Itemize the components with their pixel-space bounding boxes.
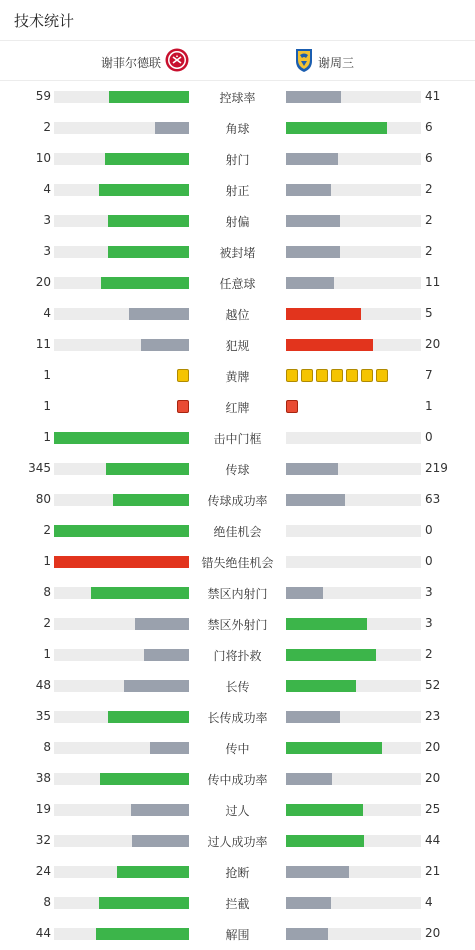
- away-bar-track: [286, 91, 421, 103]
- yellow-card-icon: [331, 369, 343, 382]
- stat-label: 射门: [225, 153, 250, 167]
- away-value: 1: [425, 399, 433, 413]
- home-bar-track: [54, 866, 189, 878]
- home-value: 8: [43, 895, 51, 909]
- away-bar-track: [286, 556, 421, 568]
- away-value: 2: [425, 647, 433, 661]
- away-value: 44: [425, 833, 441, 847]
- home-bar-track: [54, 215, 189, 227]
- stats-header: [0, 0, 475, 41]
- stat-row: [0, 422, 475, 453]
- stat-label: 解围: [225, 928, 250, 942]
- away-bar-fill: [286, 773, 332, 785]
- home-bar-fill: [91, 587, 189, 599]
- stat-label: 黄牌: [225, 370, 250, 384]
- stat-row: [0, 825, 475, 856]
- away-bar-fill: [286, 122, 387, 134]
- stat-row: [0, 298, 475, 329]
- away-bar-track: [286, 928, 421, 940]
- home-bar-fill: [96, 928, 189, 940]
- stat-row: [0, 484, 475, 515]
- stat-label: 传中成功率: [207, 773, 268, 787]
- teams-bar: [0, 41, 475, 81]
- away-bar-fill: [286, 587, 323, 599]
- home-cards: [177, 369, 189, 382]
- home-bar-track: [54, 246, 189, 258]
- sheffield-united-crest-icon: [165, 48, 189, 76]
- away-bar-track: [286, 215, 421, 227]
- home-bar-track: [54, 525, 189, 537]
- home-bar-fill: [113, 494, 189, 506]
- home-value: 1: [43, 399, 51, 413]
- away-bar-fill: [286, 680, 356, 692]
- stat-label: 任意球: [219, 277, 256, 291]
- stat-label: 过人: [225, 804, 250, 818]
- yellow-card-icon: [376, 369, 388, 382]
- home-value: 24: [35, 864, 51, 878]
- stat-row: [0, 856, 475, 887]
- home-bar-fill: [124, 680, 189, 692]
- away-bar-fill: [286, 618, 367, 630]
- stat-label: 长传: [225, 680, 250, 694]
- stat-row: [0, 639, 475, 670]
- home-value: 20: [35, 275, 51, 289]
- away-cards: [286, 369, 388, 382]
- away-bar-track: [286, 277, 421, 289]
- away-value: 6: [425, 151, 433, 165]
- stat-row: [0, 329, 475, 360]
- away-bar-track: [286, 122, 421, 134]
- home-value: 11: [35, 337, 51, 351]
- home-bar-fill: [129, 308, 189, 320]
- red-card-icon: [286, 400, 298, 413]
- home-bar-track: [54, 835, 189, 847]
- home-value: 2: [43, 523, 51, 537]
- stat-row: [0, 701, 475, 732]
- away-bar-track: [286, 587, 421, 599]
- away-value: 4: [425, 895, 433, 909]
- away-bar-fill: [286, 804, 363, 816]
- stat-row: [0, 546, 475, 577]
- yellow-card-icon: [286, 369, 298, 382]
- home-value: 3: [43, 213, 51, 227]
- home-bar-fill: [54, 525, 189, 537]
- stat-row: [0, 608, 475, 639]
- away-value: 52: [425, 678, 441, 692]
- away-bar-fill: [286, 277, 334, 289]
- away-bar-fill: [286, 463, 338, 475]
- home-bar-track: [54, 122, 189, 134]
- red-card-icon: [177, 400, 189, 413]
- away-value: 20: [425, 740, 441, 754]
- home-bar-fill: [155, 122, 189, 134]
- stat-row: [0, 236, 475, 267]
- home-value: 4: [43, 182, 51, 196]
- stat-label: 禁区外射门: [207, 618, 268, 632]
- away-value: 0: [425, 523, 433, 537]
- home-value: 35: [35, 709, 51, 723]
- stat-label: 击中门框: [213, 432, 262, 446]
- stat-label: 角球: [225, 122, 250, 136]
- home-bar-track: [54, 184, 189, 196]
- home-value: 8: [43, 740, 51, 754]
- away-value: 0: [425, 430, 433, 444]
- away-value: 0: [425, 554, 433, 568]
- stat-row: [0, 391, 475, 422]
- stat-label: 传球成功率: [207, 494, 268, 508]
- stat-row: [0, 732, 475, 763]
- stat-label: 射偏: [225, 215, 250, 229]
- stat-row: [0, 143, 475, 174]
- home-bar-track: [54, 711, 189, 723]
- home-bar-track: [54, 339, 189, 351]
- home-bar-track: [54, 618, 189, 630]
- away-bar-track: [286, 246, 421, 258]
- stat-row: [0, 112, 475, 143]
- stat-row: [0, 174, 475, 205]
- home-value: 2: [43, 120, 51, 134]
- home-bar-fill: [105, 153, 189, 165]
- page-title: 技术统计: [14, 12, 75, 30]
- home-value: 19: [35, 802, 51, 816]
- home-bar-fill: [106, 463, 189, 475]
- home-bar-track: [54, 494, 189, 506]
- stat-row: [0, 515, 475, 546]
- stat-label: 长传成功率: [207, 711, 268, 725]
- home-bar-fill: [109, 91, 189, 103]
- away-bar-fill: [286, 339, 373, 351]
- home-value: 80: [35, 492, 51, 506]
- yellow-card-icon: [316, 369, 328, 382]
- stat-label: 传球: [225, 463, 250, 477]
- stat-row: [0, 794, 475, 825]
- away-bar-fill: [286, 308, 361, 320]
- yellow-card-icon: [301, 369, 313, 382]
- away-bar-track: [286, 494, 421, 506]
- home-bar-track: [54, 649, 189, 661]
- away-bar-track: [286, 742, 421, 754]
- home-bar-track: [54, 773, 189, 785]
- away-value: 21: [425, 864, 441, 878]
- away-bar-track: [286, 680, 421, 692]
- home-bar-fill: [100, 773, 189, 785]
- stat-label: 拦截: [225, 897, 250, 911]
- home-bar-track: [54, 804, 189, 816]
- away-bar-fill: [286, 649, 376, 661]
- away-value: 3: [425, 585, 433, 599]
- away-value: 20: [425, 926, 441, 940]
- away-value: 2: [425, 213, 433, 227]
- home-bar-fill: [150, 742, 189, 754]
- away-bar-track: [286, 649, 421, 661]
- away-bar-fill: [286, 928, 328, 940]
- home-value: 10: [35, 151, 51, 165]
- away-bar-track: [286, 866, 421, 878]
- stat-label: 绝佳机会: [213, 525, 262, 539]
- home-value: 4: [43, 306, 51, 320]
- home-bar-fill: [132, 835, 189, 847]
- home-team[interactable]: [101, 51, 189, 73]
- home-value: 48: [35, 678, 51, 692]
- away-value: 41: [425, 89, 441, 103]
- home-value: 44: [35, 926, 51, 940]
- away-bar-track: [286, 153, 421, 165]
- away-bar-fill: [286, 494, 345, 506]
- stat-row: [0, 670, 475, 701]
- away-team-name: 谢周三: [318, 55, 355, 70]
- away-value: 11: [425, 275, 441, 289]
- home-bar-track: [54, 587, 189, 599]
- sheffield-wednesday-crest-icon: [294, 47, 314, 77]
- stat-row: [0, 267, 475, 298]
- home-bar-fill: [99, 184, 189, 196]
- away-value: 3: [425, 616, 433, 630]
- stat-row: [0, 577, 475, 608]
- away-value: 7: [425, 368, 433, 382]
- stat-row: [0, 763, 475, 794]
- home-bar-fill: [54, 556, 189, 568]
- home-value: 59: [35, 89, 51, 103]
- home-value: 345: [28, 461, 51, 475]
- home-team-name: 谢菲尔德联: [100, 55, 161, 70]
- away-bar-track: [286, 432, 421, 444]
- away-value: 20: [425, 337, 441, 351]
- home-bar-track: [54, 556, 189, 568]
- away-value: 2: [425, 244, 433, 258]
- away-bar-track: [286, 184, 421, 196]
- away-bar-track: [286, 711, 421, 723]
- away-bar-track: [286, 525, 421, 537]
- stats-list: [0, 81, 475, 949]
- yellow-card-icon: [346, 369, 358, 382]
- away-value: 5: [425, 306, 433, 320]
- away-bar-track: [286, 897, 421, 909]
- stat-label: 抢断: [225, 866, 250, 880]
- stat-label: 犯规: [225, 339, 250, 353]
- stat-row: [0, 360, 475, 391]
- home-bar-track: [54, 680, 189, 692]
- home-bar-fill: [108, 215, 189, 227]
- away-bar-fill: [286, 742, 382, 754]
- away-bar-fill: [286, 246, 340, 258]
- away-bar-track: [286, 308, 421, 320]
- away-value: 63: [425, 492, 441, 506]
- home-bar-track: [54, 308, 189, 320]
- home-bar-fill: [54, 432, 189, 444]
- away-bar-fill: [286, 835, 364, 847]
- stat-label: 传中: [225, 742, 250, 756]
- stat-row: [0, 453, 475, 484]
- home-bar-fill: [101, 277, 189, 289]
- away-value: 25: [425, 802, 441, 816]
- stat-label: 门将扑救: [213, 649, 262, 663]
- away-bar-track: [286, 618, 421, 630]
- away-bar-track: [286, 804, 421, 816]
- home-bar-fill: [131, 804, 189, 816]
- stat-label: 过人成功率: [207, 835, 268, 849]
- home-bar-fill: [108, 711, 189, 723]
- away-bar-track: [286, 773, 421, 785]
- away-value: 20: [425, 771, 441, 785]
- yellow-card-icon: [361, 369, 373, 382]
- stat-row: [0, 887, 475, 918]
- stat-row: [0, 918, 475, 949]
- home-bar-track: [54, 432, 189, 444]
- home-value: 3: [43, 244, 51, 258]
- away-bar-track: [286, 463, 421, 475]
- away-value: 23: [425, 709, 441, 723]
- away-bar-fill: [286, 153, 338, 165]
- home-bar-fill: [108, 246, 189, 258]
- stat-label: 错失绝佳机会: [201, 556, 274, 570]
- home-bar-track: [54, 463, 189, 475]
- home-value: 1: [43, 368, 51, 382]
- away-bar-track: [286, 835, 421, 847]
- home-value: 2: [43, 616, 51, 630]
- away-bar-fill: [286, 897, 331, 909]
- away-value: 6: [425, 120, 433, 134]
- stat-label: 禁区内射门: [207, 587, 268, 601]
- stat-label: 控球率: [219, 91, 256, 105]
- home-bar-track: [54, 928, 189, 940]
- home-bar-track: [54, 153, 189, 165]
- home-cards: [177, 400, 189, 413]
- away-bar-fill: [286, 711, 340, 723]
- home-bar-track: [54, 897, 189, 909]
- home-value: 32: [35, 833, 51, 847]
- away-bar-track: [286, 339, 421, 351]
- stat-label: 红牌: [225, 401, 250, 415]
- stat-row: [0, 205, 475, 236]
- away-bar-fill: [286, 866, 349, 878]
- home-bar-fill: [135, 618, 189, 630]
- away-bar-fill: [286, 184, 331, 196]
- home-bar-track: [54, 742, 189, 754]
- home-bar-fill: [141, 339, 189, 351]
- away-cards: [286, 400, 298, 413]
- yellow-card-icon: [177, 369, 189, 382]
- stat-label: 射正: [225, 184, 250, 198]
- home-value: 8: [43, 585, 51, 599]
- home-bar-track: [54, 277, 189, 289]
- home-value: 38: [35, 771, 51, 785]
- away-value: 219: [425, 461, 448, 475]
- home-value: 1: [43, 554, 51, 568]
- away-bar-fill: [286, 91, 341, 103]
- home-bar-fill: [99, 897, 189, 909]
- stat-row: [0, 81, 475, 112]
- stat-label: 被封堵: [219, 246, 256, 260]
- home-bar-fill: [117, 866, 189, 878]
- home-value: 1: [43, 647, 51, 661]
- away-team[interactable]: [294, 49, 354, 75]
- stat-label: 越位: [225, 308, 250, 322]
- home-bar-track: [54, 91, 189, 103]
- away-value: 2: [425, 182, 433, 196]
- home-value: 1: [43, 430, 51, 444]
- home-bar-fill: [144, 649, 189, 661]
- away-bar-fill: [286, 215, 340, 227]
